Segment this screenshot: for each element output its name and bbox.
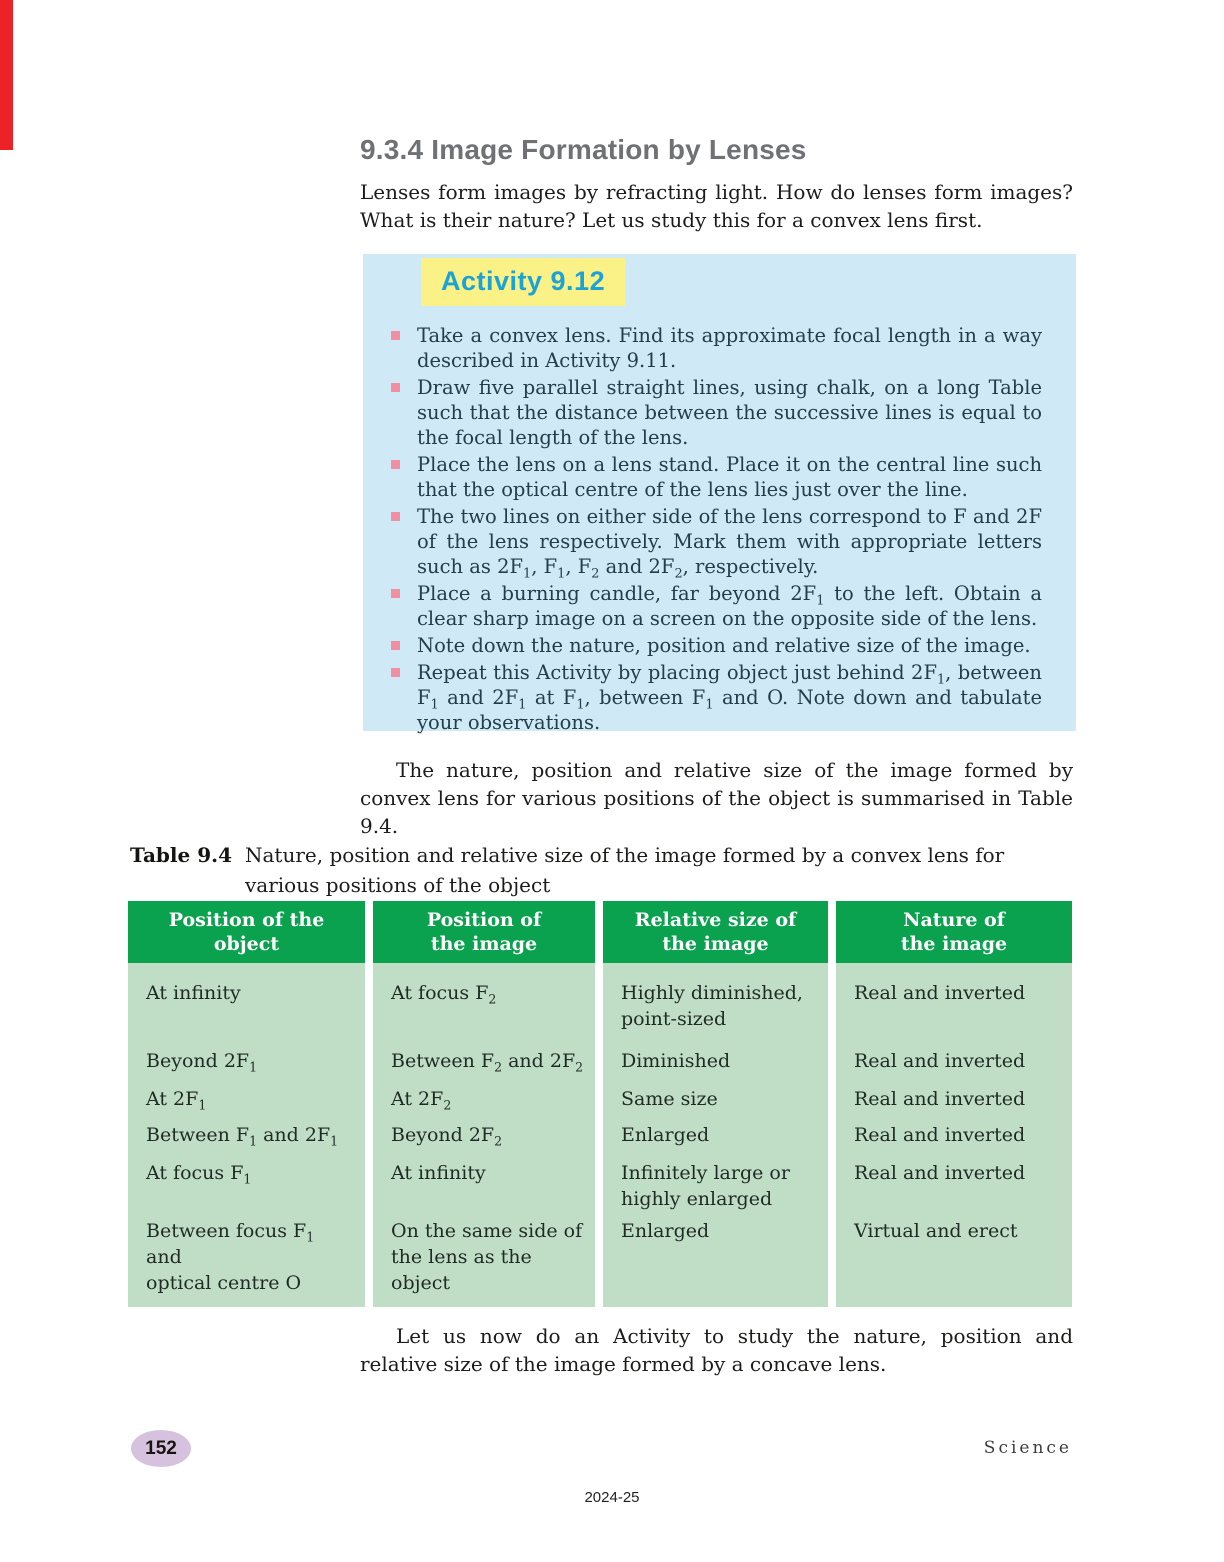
table-cell: Between focus $F_1$ and optical centre O [146,1220,315,1294]
activity-steps-list [391,323,1042,735]
activity-step-text: Take a convex lens. Find its approximate focal length in a way described in Activity 9.11. [417,324,1042,372]
chapter-edge-tab [0,0,13,150]
table-cell: Real and inverted [854,1162,1026,1184]
table-column-nature [836,963,1072,1307]
activity-step [391,633,1042,658]
table-cell: At $2F_1$ [146,1088,207,1113]
table-cell: Beyond $2F_1$ [146,1050,258,1075]
table-caption [130,840,1075,900]
closing-paragraph: Let us now do an Activity to study the nature, position and relative size of the image formed by a concave lens. [360,1324,1073,1376]
table-header-cell: Relative size of the image [603,901,828,963]
table-cell: Real and inverted [854,1088,1026,1110]
bullet-square-icon [391,460,400,469]
activity-step-text: Note down the nature, position and relative size of the image. [417,634,1031,657]
table-cell: Diminished [621,1050,731,1072]
activity-step [391,375,1042,450]
table-cell: At infinity [391,1162,486,1184]
activity-box [363,254,1076,734]
table-cell: At $2F_2$ [391,1088,452,1113]
table-cell: Highly diminished, point-sized [621,982,803,1030]
table-column-relative-size [603,963,828,1307]
activity-step-text: Repeat this Activity by placing object just behind $2F_1$, between $F_1$ and $2F_1$ at $F_1$, between $F_1$ and O. Note down and tabulate your observations. [417,661,1043,734]
bullet-square-icon [391,668,400,677]
table-body [128,963,1072,1307]
table-header-row [128,901,1072,963]
table-9-4 [128,901,1072,1307]
section-heading: 9.3.4 Image Formation by Lenses [360,134,807,165]
activity-step [391,323,1042,373]
running-title: Science [983,1438,1072,1458]
bullet-square-icon [391,589,400,598]
page-number-badge [131,1430,191,1467]
table-cell: Real and inverted [854,982,1026,1004]
table-cell: Real and inverted [854,1050,1026,1072]
table-column-object-position [128,963,365,1307]
table-caption-text: Nature, position and relative size of the image formed by a convex lens for various positions of the object [245,843,1005,897]
table-cell: Enlarged [621,1220,710,1242]
table-cell: Same size [621,1088,718,1110]
bullet-square-icon [391,512,400,521]
page-number: 152 [145,1437,177,1459]
table-cell: Enlarged [621,1124,710,1146]
table-cell: Virtual and erect [854,1220,1018,1242]
table-cell: Infinitely large or highly enlarged [621,1162,790,1210]
table-cell: At focus $F_1$ [146,1162,252,1187]
table-header-cell: Position of the image [373,901,595,963]
intro-paragraph: Lenses form images by refracting light. How do lenses form images? What is their nature? Let us study this for a convex lens first. [360,180,1073,232]
activity-title: Activity 9.12 [421,258,625,306]
activity-step [391,504,1042,582]
activity-step-text: Place a burning candle, far beyond $2F_1$ to the left. Obtain a clear sharp image on a screen on the opposite side of the lens. [417,582,1042,630]
table-cell: Beyond $2F_2$ [391,1124,503,1149]
table-header-cell: Position of the object [128,901,365,963]
edition-year: 2024-25 [584,1489,640,1506]
table-cell: On the same side of the lens as the object [391,1220,583,1294]
activity-step-text: Draw five parallel straight lines, using chalk, on a long Table such that the distance between the successive lines is equal to the focal length of the lens. [417,376,1042,449]
table-cell: Real and inverted [854,1124,1026,1146]
bullet-square-icon [391,641,400,650]
activity-step [391,660,1042,735]
activity-step [391,581,1042,631]
table-cell: At infinity [146,982,241,1004]
summary-paragraph: The nature, position and relative size of the image formed by convex lens for various positions of the object is summarised in Table 9.4. [360,758,1073,838]
table-cell: At focus $F_2$ [391,982,497,1007]
table-cell: Between $F_2$ and $2F_2$ [391,1050,584,1075]
bullet-square-icon [391,331,400,340]
table-column-image-position [373,963,595,1307]
bullet-square-icon [391,383,400,392]
activity-step-text: Place the lens on a lens stand. Place it on the central line such that the optical centre of the lens lies just over the line. [417,453,1042,501]
table-caption-label: Table 9.4 [130,843,232,867]
table-header-cell: Nature of the image [836,901,1072,963]
activity-step-text: The two lines on either side of the lens correspond to F and 2F of the lens respectively. Mark them with appropriate letters such as $2F_1$, $F_1$, $F_2$ and $2F_2$, respectively. [417,505,1042,582]
activity-step [391,452,1042,502]
table-cell: Between $F_1$ and $2F_1$ [146,1124,339,1149]
